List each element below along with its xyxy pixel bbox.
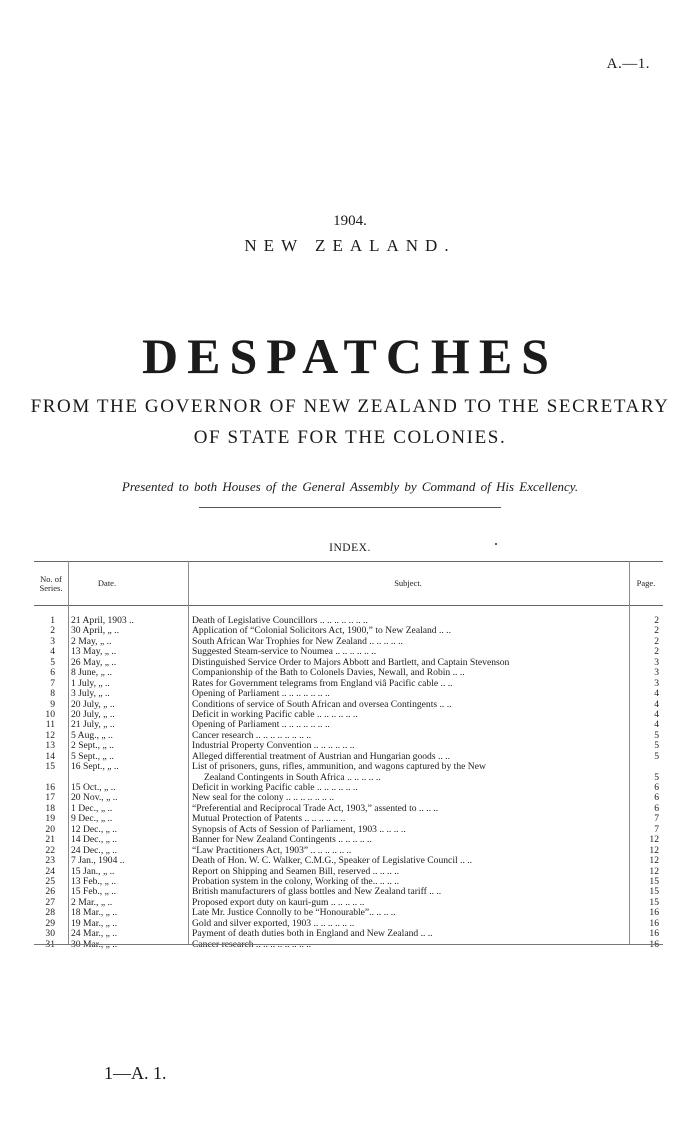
series-number: 1: [50, 615, 55, 626]
series-number: 24: [45, 865, 55, 877]
entry-date: 20 Nov., „ ..: [71, 792, 118, 804]
index-heading: INDEX.: [329, 542, 371, 554]
table-row: [34, 908, 663, 918]
table-row: [34, 741, 663, 751]
table-row: [34, 720, 663, 730]
entry-subject-line: British manufacturers of glass bottles and New Zealand tariff .. ..: [192, 887, 442, 898]
document-subtitle-line1: FROM THE GOVERNOR OF NEW ZEALAND TO THE SECRETARY: [30, 396, 670, 417]
page-reference: A.—1.: [606, 56, 650, 72]
table-row: [34, 804, 663, 814]
entry-subject: [192, 867, 627, 877]
table-row: [34, 867, 663, 877]
document-title: DESPATCHES: [141, 328, 558, 384]
page-number: 16: [649, 917, 659, 929]
series-number: 6: [50, 667, 55, 679]
series-number: 3: [50, 635, 55, 647]
entry-date: 3 July, „ ..: [71, 688, 110, 700]
entry-date: 1 July, „ ..: [71, 677, 110, 689]
entry-subject: [192, 658, 627, 668]
entry-date: 19 Mar., „ ..: [71, 917, 118, 929]
entry-subject-line: Death of Legislative Councillors .. .. .. .. .. .. ..: [192, 616, 368, 626]
table-row: [34, 762, 663, 783]
series-number: 17: [45, 792, 55, 804]
entry-subject: [192, 720, 627, 730]
table-row: [34, 689, 663, 699]
series-number: 20: [45, 823, 55, 835]
entry-date: 15 Feb., „ ..: [71, 886, 117, 898]
table-row: [34, 616, 663, 626]
series-number: 5: [50, 656, 55, 668]
entry-subject-line: Industrial Property Convention .. .. .. .. .. ..: [192, 741, 355, 752]
entry-subject-line: New seal for the colony .. .. .. .. .. .. ..: [192, 793, 335, 804]
entry-date: 30 April, „ ..: [71, 625, 119, 637]
entry-subject-line: Cancer research .. .. .. .. .. .. .. ..: [192, 730, 312, 741]
entry-subject: [192, 877, 627, 887]
entry-subject-line: Deficit in working Pacific cable .. .. .. .. .. ..: [192, 783, 358, 794]
entry-date: 20 July, „ ..: [71, 698, 115, 710]
presented-statement: Presented to both Houses of the General Assembly by Command of His Excellency.: [121, 479, 579, 494]
divider: [34, 944, 663, 945]
page-number: 5: [654, 740, 659, 752]
entry-date: 30 Mar., „ ..: [71, 938, 118, 950]
entry-subject-line: Opening of Parliament .. .. .. .. .. .. ..: [192, 720, 330, 731]
table-row: [34, 856, 663, 866]
page-number: 15: [649, 886, 659, 898]
entry-date: 2 Mar., „ ..: [71, 896, 113, 908]
entry-subject-line: “Law Practitioners Act, 1903” .. .. .. .. .. ..: [192, 845, 352, 856]
entry-subject: [192, 679, 627, 689]
entry-date: 2 Sept., „ ..: [71, 740, 114, 752]
entry-subject: [192, 856, 627, 866]
entry-date: 15 Jan., „ ..: [71, 865, 115, 877]
table-row: [34, 731, 663, 741]
entry-subject-line: Payment of death duties both in England and New Zealand .. ..: [192, 929, 433, 940]
entry-subject-line: Banner for New Zealand Contingents .. .. .. .. ..: [192, 835, 372, 846]
page-number: 12: [649, 834, 659, 846]
header-series-number: No. of Series.: [39, 573, 63, 593]
page-number: 4: [654, 688, 659, 700]
series-number: 29: [45, 917, 55, 929]
country-heading: NEW ZEALAND.: [244, 236, 456, 255]
series-number: 10: [45, 708, 55, 720]
series-number: 11: [45, 719, 55, 731]
page-number: 15: [649, 875, 659, 887]
entry-subject: [192, 668, 627, 678]
entry-date: 13 Feb., „ ..: [71, 875, 117, 887]
entry-subject: [192, 762, 627, 783]
entry-subject-line: Gold and silver exported, 1903 .. .. .. .. .. ..: [192, 918, 355, 929]
entry-date: 15 Oct., „ ..: [71, 782, 116, 794]
entry-subject: [192, 887, 627, 897]
entry-date: 18 Mar., „ ..: [71, 907, 118, 919]
page-number: 2: [654, 615, 659, 626]
entry-subject-line: List of prisoners, guns, rifles, ammunition, and wagons captured by the New: [192, 762, 486, 773]
entry-date: 24 Mar., „ ..: [71, 928, 118, 940]
entry-date: 21 July, „ ..: [71, 719, 115, 731]
entry-subject-line: Rates for Government telegrams from England viâ Pacific cable .. ..: [192, 678, 453, 689]
entry-subject: [192, 731, 627, 741]
entry-subject: [192, 626, 627, 636]
series-number: 28: [45, 907, 55, 919]
page-number: 2: [654, 625, 659, 637]
entry-subject: [192, 783, 627, 793]
entry-date: 1 Dec., „ ..: [71, 802, 113, 814]
page-number: 6: [654, 792, 659, 804]
page-number: 3: [654, 677, 659, 689]
series-number: 12: [45, 729, 55, 741]
entry-subject-line: Synopsis of Acts of Session of Parliament, 1903 .. .. .. ..: [192, 824, 406, 835]
page-number: 5: [654, 729, 659, 741]
series-number: 18: [45, 802, 55, 814]
entry-subject: [192, 804, 627, 814]
entry-date: 24 Dec., „ ..: [71, 844, 118, 856]
table-row: [34, 793, 663, 803]
document-year: 1904.: [333, 213, 367, 229]
entry-date: 21 April, 1903 ..: [71, 615, 134, 626]
header-subject: Subject.: [394, 578, 422, 588]
entry-date: 5 Sept., „ ..: [71, 750, 114, 762]
table-row: [34, 887, 663, 897]
entry-date: 14 Dec., „ ..: [71, 834, 118, 846]
page-number: 16: [649, 928, 659, 940]
entry-subject-line: Opening of Parliament .. .. .. .. .. .. ..: [192, 689, 330, 700]
entry-subject: [192, 825, 627, 835]
page-number: 2: [654, 635, 659, 647]
series-number: 25: [45, 875, 55, 887]
entry-subject: [192, 689, 627, 699]
table-row: [34, 929, 663, 939]
table-row: [34, 846, 663, 856]
series-number: 4: [50, 646, 55, 658]
table-row: [34, 877, 663, 887]
entry-date: 13 May, „ ..: [71, 646, 117, 658]
table-row: [34, 679, 663, 689]
entry-subject: [192, 846, 627, 856]
entry-subject-line: Suggested Steam-service to Noumea .. .. .. .. .. ..: [192, 647, 377, 658]
entry-date: 2 May, „ ..: [71, 635, 112, 647]
page-number: 6: [654, 782, 659, 794]
entry-date: 9 Dec., „ ..: [71, 813, 113, 825]
page-number: 5: [654, 750, 659, 762]
series-number: 19: [45, 813, 55, 825]
page-number: 4: [654, 719, 659, 731]
page-number: 7: [654, 813, 659, 825]
series-number: 9: [50, 698, 55, 710]
page-number: 4: [654, 708, 659, 720]
table-row: [34, 825, 663, 835]
entry-subject-line: Late Mr. Justice Connolly to be “Honourable”.. .. .. ..: [192, 908, 396, 919]
entry-subject-line: Application of “Colonial Solicitors Act, 1900,” to New Zealand .. ..: [192, 626, 451, 637]
page-number: 5: [654, 771, 659, 783]
entry-subject-line: Cancer research .. .. .. .. .. .. .. ..: [192, 939, 312, 950]
series-number: 26: [45, 886, 55, 898]
table-row: [34, 783, 663, 793]
entry-subject-line: Companionship of the Bath to Colonels Davies, Newall, and Robin .. ..: [192, 668, 465, 679]
page-number: 16: [649, 907, 659, 919]
entry-subject: [192, 637, 627, 647]
entry-subject: [192, 793, 627, 803]
series-number: 8: [50, 688, 55, 700]
table-row: [34, 710, 663, 720]
entry-date: 26 May, „ ..: [71, 656, 117, 668]
entry-subject-line: Mutual Protection of Patents .. .. .. .. .. ..: [192, 814, 346, 825]
series-number: 30: [45, 928, 55, 940]
series-number: 14: [45, 750, 55, 762]
entry-subject-line: Distinguished Service Order to Majors Abbott and Bartlett, and Captain Stevenson: [192, 657, 510, 668]
entry-subject-line: South African War Trophies for New Zealand .. .. .. .. ..: [192, 636, 403, 647]
page-number: 4: [654, 698, 659, 710]
entry-date: 7 Jan., 1904 ..: [71, 855, 125, 867]
print-speck: [495, 543, 497, 545]
series-number: 21: [45, 834, 55, 846]
series-number: 22: [45, 844, 55, 856]
entry-date: 20 July, „ ..: [71, 708, 115, 720]
page-number: 3: [654, 667, 659, 679]
entry-date: 5 Aug., „ ..: [71, 729, 113, 741]
entry-subject-line: Conditions of service of South African and oversea Contingents .. ..: [192, 699, 452, 710]
entry-subject: [192, 741, 627, 751]
page-number: 7: [654, 823, 659, 835]
entry-subject: [192, 616, 627, 626]
page-number: 2: [654, 646, 659, 658]
entry-date: 16 Sept., „ ..: [71, 761, 119, 773]
page-number: 12: [649, 865, 659, 877]
entry-subject-line: “Preferential and Reciprocal Trade Act, 1903,” assented to .. .. ..: [192, 803, 439, 814]
page-number: 16: [649, 938, 659, 950]
series-number: 2: [50, 625, 55, 637]
page-number: 6: [654, 802, 659, 814]
index-table-body: [34, 616, 663, 950]
document-subtitle-line2: OF STATE FOR THE COLONIES.: [193, 427, 507, 448]
table-row: [34, 919, 663, 929]
entry-subject: [192, 647, 627, 657]
entry-subject-line: Proposed export duty on kauri-gum .. .. .. .. ..: [192, 897, 365, 908]
divider: [199, 507, 501, 508]
table-row: [34, 626, 663, 636]
entry-subject: [192, 919, 627, 929]
series-number: 13: [45, 740, 55, 752]
entry-subject: [192, 814, 627, 824]
series-number: 23: [45, 855, 55, 867]
entry-subject: [192, 835, 627, 845]
index-table-header: [34, 561, 663, 606]
entry-subject: [192, 908, 627, 918]
page-number: 12: [649, 844, 659, 856]
series-number: 27: [45, 896, 55, 908]
table-row: [34, 647, 663, 657]
entry-subject-line: Probation system in the colony, Working of the.. .. .. ..: [192, 876, 400, 887]
entry-subject-line: Report on Shipping and Seamen Bill, reserved .. .. .. ..: [192, 866, 400, 877]
header-date: Date.: [97, 578, 117, 588]
table-row: [34, 814, 663, 824]
table-row: [34, 752, 663, 762]
entry-date: 12 Dec., „ ..: [71, 823, 118, 835]
series-number: 7: [50, 677, 55, 689]
table-row: [34, 898, 663, 908]
entry-subject: [192, 898, 627, 908]
page-number: 15: [649, 896, 659, 908]
entry-subject: [192, 700, 627, 710]
page-number: 3: [654, 656, 659, 668]
entry-date: 8 June, „ ..: [71, 667, 113, 679]
entry-subject-line: Deficit in working Pacific cable .. .. .. .. .. ..: [192, 709, 358, 720]
series-number: 15: [45, 761, 55, 773]
entry-subject: [192, 929, 627, 939]
entry-subject-continuation: Zealand Contingents in South Africa .. .. .. .. ..: [204, 771, 381, 783]
page-footer: 1—A. 1.: [104, 1063, 167, 1083]
table-row: [34, 700, 663, 710]
header-page: Page.: [636, 578, 656, 588]
page-number: 12: [649, 855, 659, 867]
table-row: [34, 668, 663, 678]
table-row: [34, 637, 663, 647]
entry-subject: [192, 710, 627, 720]
table-row: [34, 658, 663, 668]
series-number: 16: [45, 782, 55, 794]
entry-subject-line: Death of Hon. W. C. Walker, C.M.G., Speaker of Legislative Council .. ..: [192, 856, 473, 867]
table-row: [34, 835, 663, 845]
series-number: 31: [45, 938, 55, 950]
entry-subject-line: Alleged differential treatment of Austrian and Hungarian goods .. ..: [192, 751, 450, 762]
entry-subject: [192, 752, 627, 762]
